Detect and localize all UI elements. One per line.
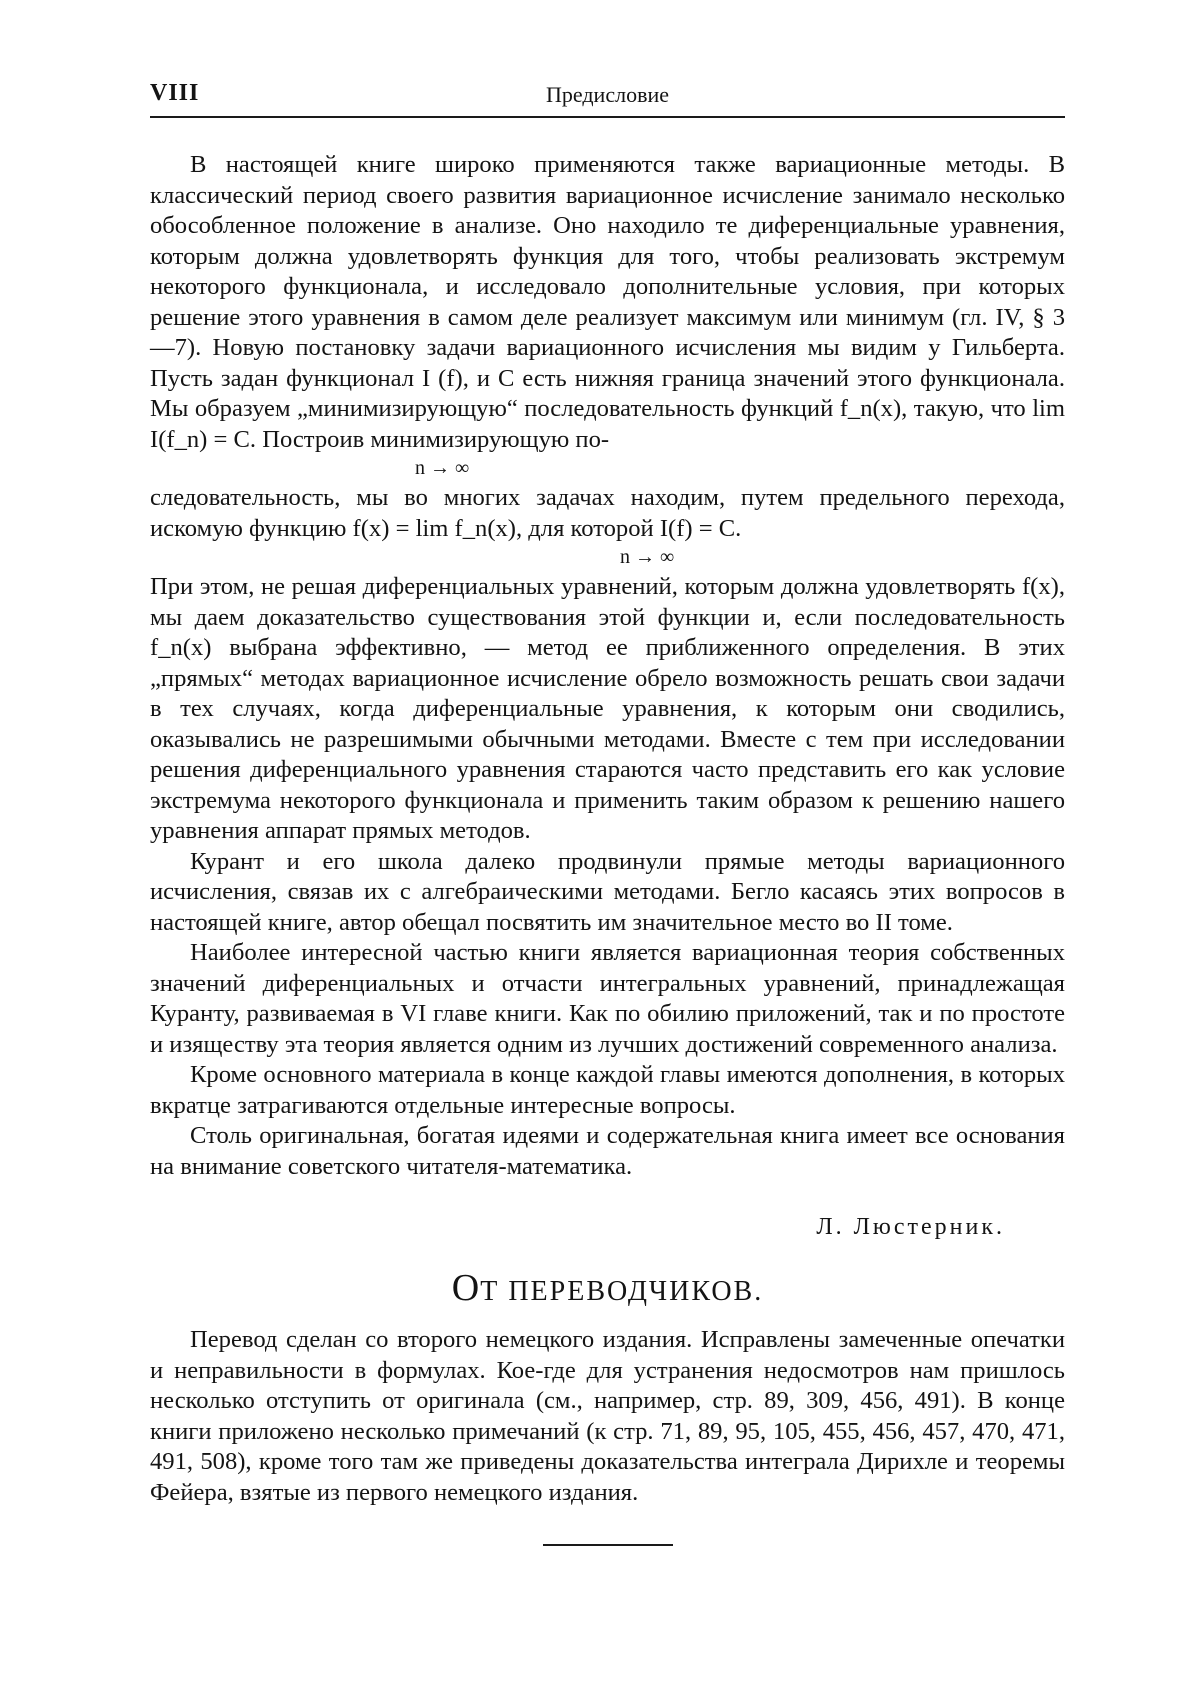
paragraph-eigenvalue-theory: Наиболее интересной частью книги является вариационная теория собственных значений диференциальных и отчасти интегральных уравнений, принадлежащая Куранту, развиваемая в VI главе книги. Как по обилию приложений, так и по простоте и изяществу эта теория является одним из лучших достижений современного анализа. [150, 939, 1065, 1058]
paragraph-conclusion: Столь оригинальная, богатая идеями и содержательная книга имеет все основания на внимание советского читателя-математика. [150, 1122, 1065, 1180]
section-title [150, 1266, 1065, 1309]
page-header [150, 70, 1065, 118]
section-title-rest: Т ПЕРЕВОДЧИКОВ. [480, 1275, 764, 1307]
paragraph-variational-methods: В настоящей книге широко применяются также вариационные методы. В классический период своего развития вариационное исчисление занимало несколько обособленное положение в анализе. Оно находило те диференциальные уравнения, которым должна удовлетворять функция для того, чтобы реализовать экстремум некоторого функционала, и исследовало дополнительные условия, при которых решение этого уравнения в самом деле реализует максимум или минимум (гл. IV, § 3—7). Новую постановку задачи вариационного исчисления мы видим у Гильберта. Пусть задан функционал I (f), и C есть нижняя граница значений этого функционала. Мы образуем „минимизирующую“ последовательность функций f_n(x), такую, что lim I(f_n) = C. Построив минимизирующую по- [150, 151, 1065, 453]
page-body [150, 150, 1065, 1546]
section-title-initial: О [451, 1266, 481, 1309]
paragraph-direct-methods: При этом, не решая диференциальных уравнений, которым должна удовлетворять f(x), мы даем доказательство существования этой функции и, если последовательность f_n(x) выбрана эффективно, — метод ее приближенного определения. В этих „прямых“ методах вариационное исчисление обрело возможность решать свои задачи в тех случаях, когда диференциальные уравнения, к которым они сводились, оказывались не разрешимыми обычными методами. Вместе с тем при исследовании решения диференциального уравнения стараются часто представить его как условие экстремума некоторого функционала и применить таким образом к решению нашего уравнения аппарат прямых методов. [150, 573, 1065, 844]
paragraph-translators-note: Перевод сделан со второго немецкого издания. Исправлены замеченные опечатки и неправильности в формулах. Кое-где для устранения недосмотров нам пришлось несколько отступить от оригинала (см., например, стр. 89, 309, 456, 491). В конце книги приложено несколько примечаний (к стр. 71, 89, 95, 105, 455, 456, 457, 470, 471, 491, 508), кроме того там же приведены доказательства интеграла Дирихле и теоремы Фейера, взятые из первого немецкого издания. [150, 1326, 1065, 1506]
running-title: Предисловие [546, 82, 669, 107]
paragraph-variational-methods-cont: следовательность, мы во многих задачах находим, путем предельного перехода, искомую функцию f(x) = lim f_n(x), для которой I(f) = C. [150, 484, 1065, 542]
paragraph-courant-school: Курант и его школа далеко продвинули прямые методы вариационного исчисления, связав их с алгебраическими методами. Бегло касаясь этих вопросов в настоящей книге, автор обещал посвятить им значительное место во II томе. [150, 847, 1065, 936]
closing-rule [543, 1544, 673, 1546]
page-number: VIII [150, 80, 200, 106]
paragraph-supplements: Кроме основного материала в конце каждой главы имеются дополнения, в которых вкратце затрагиваются отдельные интересные вопросы. [150, 1061, 1065, 1119]
book-page [150, 70, 1065, 1546]
limit-subscript-1: n → ∞ [415, 457, 470, 479]
limit-subscript-2: n → ∞ [620, 546, 675, 568]
signature: Л. Люстерник. [816, 1214, 1005, 1240]
